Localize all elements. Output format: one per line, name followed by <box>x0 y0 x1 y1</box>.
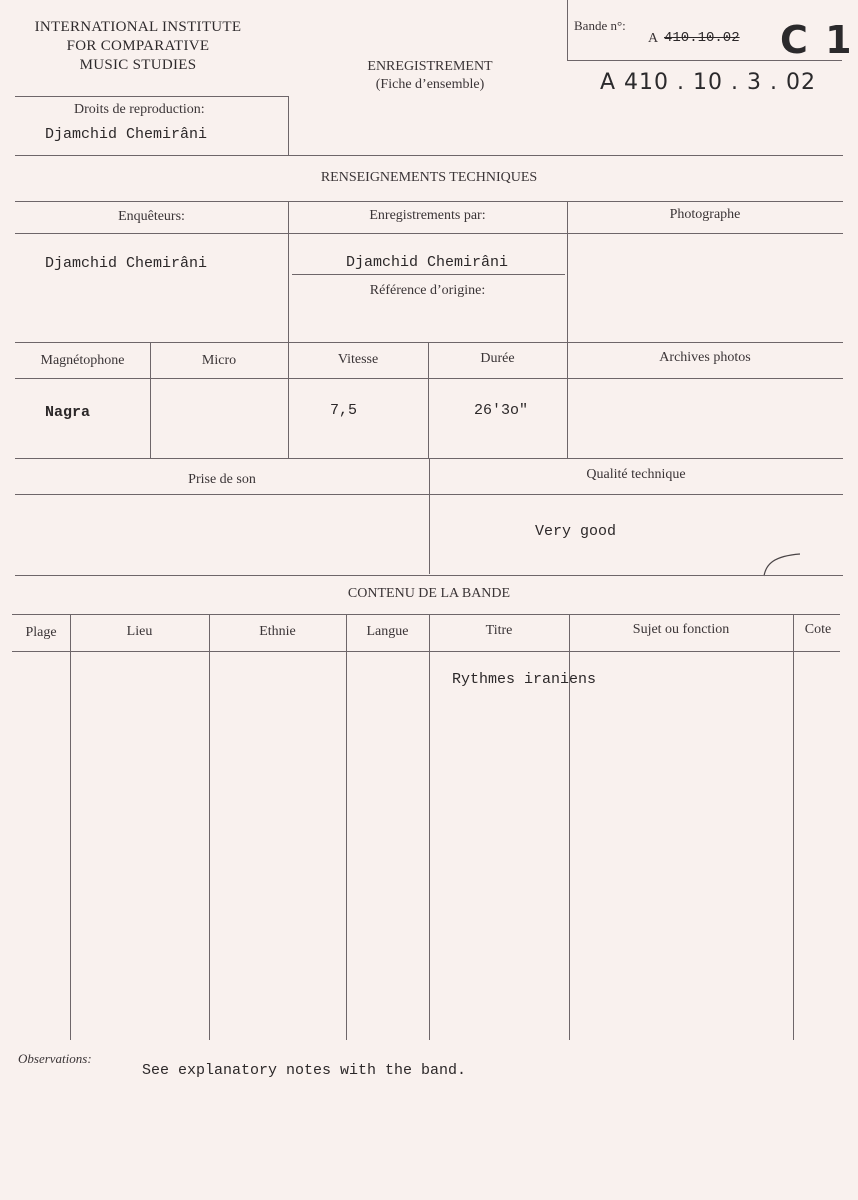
rights-box-right-border <box>288 96 289 155</box>
form-title <box>340 58 520 94</box>
column-header-titre: Titre <box>485 623 513 638</box>
bande-box-left-border <box>567 0 568 60</box>
column-header-cote: Cote <box>804 622 832 637</box>
observations-value: See explanatory notes with the band. <box>142 1062 467 1079</box>
vitesse-label: Vitesse <box>337 352 379 367</box>
institute-line-2: FOR COMPARATIVE <box>66 38 210 54</box>
magnetophone-value: Nagra <box>45 404 91 421</box>
column-header-langue: Langue <box>366 624 409 639</box>
vitesse-value: 7,5 <box>330 402 358 419</box>
bande-handwritten-number: A 410 . 10 . 3 . 02 <box>600 70 816 95</box>
form-title-main: ENREGISTREMENT <box>367 59 493 74</box>
box-code-handwritten: C 1 <box>780 18 854 62</box>
rule-top-technical <box>15 155 843 156</box>
enregistrements-value: Djamchid Chemirâni <box>345 254 509 271</box>
enqueteurs-label: Enquêteurs: <box>118 209 185 224</box>
photographe-label: Photographe <box>669 207 741 222</box>
reference-label: Référence d’origine: <box>369 283 486 298</box>
column-header-lieu: Lieu <box>126 624 153 639</box>
rights-box-top-border <box>15 96 288 97</box>
col-divider-titre <box>429 614 430 1040</box>
enqueteurs-value: Djamchid Chemirâni <box>45 255 208 272</box>
technical-section-title: RENSEIGNEMENTS TECHNIQUES <box>320 170 538 185</box>
magnetophone-label: Magnétophone <box>40 353 125 368</box>
archives-label: Archives photos <box>659 350 751 365</box>
institute-line-1: INTERNATIONAL INSTITUTE <box>34 19 242 35</box>
column-header-sujet: Sujet ou fonction <box>632 622 730 637</box>
rule-contenu-header-top <box>12 614 840 615</box>
rule-contenu-header-bottom <box>12 651 840 652</box>
bande-old-number: 410.10.02 <box>664 30 740 46</box>
bande-label: Bande n°: <box>574 18 626 33</box>
col-divider-langue <box>346 614 347 1040</box>
titre-value: Rythmes iraniens <box>452 671 597 688</box>
institute-name <box>10 18 266 75</box>
qualite-value: Very good <box>535 523 617 540</box>
rights-label: Droits de reproduction: <box>74 102 205 117</box>
col-divider-ethnie <box>209 614 210 1040</box>
bande-prefix: A <box>648 31 659 46</box>
rule-contenu-top <box>15 575 843 576</box>
column-header-ethnie: Ethnie <box>259 624 296 639</box>
duree-value: 26'3o" <box>474 402 529 419</box>
institute-line-3: MUSIC STUDIES <box>79 57 197 73</box>
column-header-plage: Plage <box>25 625 57 640</box>
contenu-section-title: CONTENU DE LA BANDE <box>347 586 511 601</box>
prise-de-son-label: Prise de son <box>188 472 256 487</box>
micro-label: Micro <box>201 353 237 368</box>
form-title-sub: (Fiche d’ensemble) <box>375 77 485 92</box>
rule-equipment-header <box>15 378 843 379</box>
pen-mark <box>760 550 804 578</box>
duree-label: Durée <box>480 351 515 366</box>
rule-technical-header <box>15 201 843 202</box>
col-divider-cote <box>793 614 794 1040</box>
qualite-label: Qualité technique <box>586 467 686 482</box>
rule-technical-subheader <box>15 233 843 234</box>
rule-equipment-top <box>15 342 843 343</box>
enregistrements-label: Enregistrements par: <box>369 208 486 223</box>
rights-value: Djamchid Chemirâni <box>45 126 208 143</box>
col-divider-lieu <box>70 614 71 1040</box>
observations-label: Observations: <box>18 1051 92 1066</box>
enregistrements-underline <box>292 274 565 275</box>
